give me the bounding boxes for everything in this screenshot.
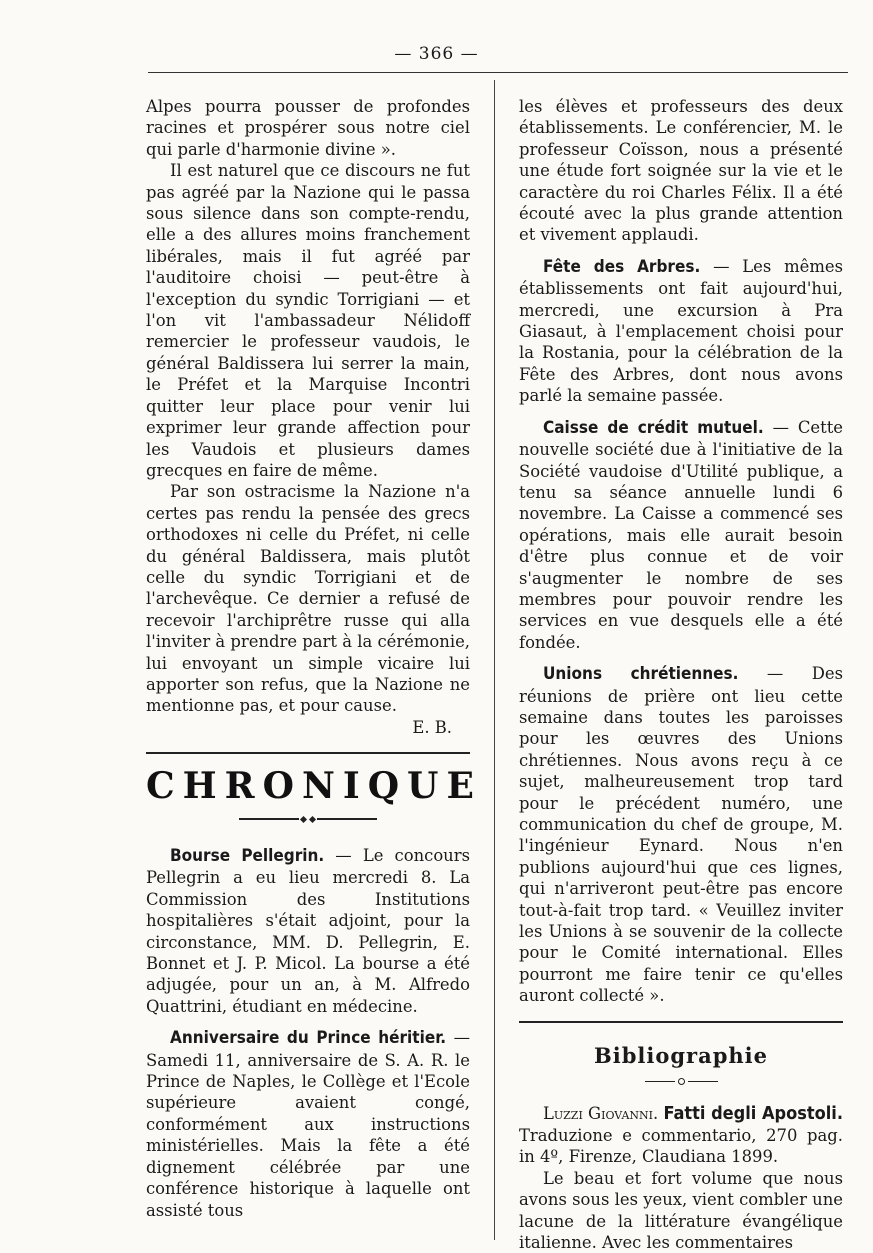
chronique-heading: CHRONIQUE xyxy=(146,765,482,808)
article-heading: Unions chrétiennes. xyxy=(543,664,739,685)
bibliographie-heading: Bibliographie xyxy=(593,1042,769,1068)
article-heading: Anniversaire du Prince héritier. xyxy=(170,1028,447,1049)
page-number: — 366 — xyxy=(394,44,479,64)
header-rule xyxy=(148,72,848,73)
book-publication: Traduzione e commentario, 270 pag. in 4º, Firenze, Claudiana 1899. xyxy=(519,1125,843,1167)
section-rule xyxy=(519,1021,843,1023)
left-column xyxy=(146,96,482,1221)
book-title: Fatti degli Apostoli. xyxy=(663,1103,843,1125)
article-body: — Le concours Pellegrin a eu lieu mercredi 8. La Commission des Institutions hospitalières s'était adjoint, pour la circonstance, MM. D. Pellegrin, E. Bonnet et J. P. Micol. La bourse a été adjugée, pour un an, à M. Alfredo Quattrini, étudiant en médecine. xyxy=(146,846,470,1016)
article-heading: Bourse Pellegrin. xyxy=(170,846,325,866)
ornament-divider xyxy=(519,1070,843,1091)
right-column xyxy=(519,96,843,1253)
ornament-divider xyxy=(146,808,470,829)
article-bourse-pellegrin xyxy=(146,845,470,1017)
paragraph-nazione-discourse: Il est naturel que ce discours ne fut pas agréé par la Nazione qui le passa sous silence dans son compte-rendu, elle a des allures moins franchement libérales, mais il fut agréé par l'auditoire choisi — peut-être à l'exception du syndic Torrigiani — et l'on vit l'ambassadeur Nélidoff remercier le professeur vaudois, le général Baldissera lui serrer la main, le Préfet et la Marquise Incontri quitter leur place pour venir lui exprimer leur grande affection pour les Vaudois et plusieurs dames grecques en faire de même. xyxy=(146,161,470,480)
paragraph-ostracism: Par son ostracisme la Nazione n'a certes pas rendu la pensée des grecs orthodoxes ni celle du Préfet, ni celle du général Baldissera, mais plutôt celle du syndic Torrigiani et de l'archevêque. Ce dernier a refusé de recevoir l'archiprêtre russe qui alla l'inviter à prendre part à la cérémonie, lui envoyant un simple vicaire lui apporter son refus, que la Nazione ne mentionne pas, et pour cause. xyxy=(146,482,470,716)
article-body: — Des réunions de prière ont lieu cette semaine dans toutes les paroisses pour les œuvres des Unions chrétiennes. Nous avons reçu à ce sujet, malheureusement trop tard pour le précédent numéro, une communication du chef de groupe, M. l'ingénieur Eynard. Nous n'en publions aujourd'hui que ces lignes, qui n'arriveront peut-être pas encore tout-à-fait trop tard. « Veuillez inviter les Unions à se souvenir de la collecte pour le Comité international. Elles pourront me faire tenir ce qu'elles auront collecté ». xyxy=(519,664,843,1006)
article-anniversaire xyxy=(146,1027,470,1221)
bibliography-entry xyxy=(519,1103,843,1167)
paragraph-continuation: les élèves et professeurs des deux établissements. Le conférencier, M. le professeur Coïsson, nous a présenté une étude fort soignée sur la vie et le caractère du roi Charles Félix. Il a été écouté avec la plus grande attention et vivement applaudi. xyxy=(519,97,843,245)
article-caisse-credit xyxy=(519,417,843,653)
paragraph-continuation: Alpes pourra pousser de profondes racines et prospérer sous notre ciel qui parle d'harmonie divine ». xyxy=(146,97,470,159)
bibliography-review: Le beau et fort volume que nous avons sous les yeux, vient combler une lacune de la littérature évangélique italienne. Avec les commentaires xyxy=(519,1168,843,1252)
column-divider xyxy=(494,80,495,1240)
article-fete-des-arbres xyxy=(519,256,843,407)
author-signature: E. B. xyxy=(412,717,452,737)
section-rule xyxy=(146,752,470,754)
article-unions-chretiennes xyxy=(519,663,843,1007)
article-heading: Fête des Arbres. xyxy=(543,256,701,277)
article-body: — Cette nouvelle société due à l'initiative de la Société vaudoise d'Utilité publique, a tenu sa séance annuelle lundi 6 novembre. La Caisse a commencé ses opérations, mais elle aurait besoin d'être plus connue et de voir s'augmenter le nombre de ses membres pour pouvoir rendre les services en vue desquels elle a été fondée. xyxy=(519,417,843,652)
article-body: — Samedi 11, anniversaire de S. A. R. le Prince de Naples, le Collège et l'Ecole supérieure avaient congé, conformément aux instructions ministérielles. Mais la fête a été dignement célébrée par une conférence historique à laquelle ont assisté tous xyxy=(146,1028,470,1220)
article-body: — Les mêmes établissements ont fait aujourd'hui, mercredi, une excursion à Pra Giasaut, à l'emplacement choisi pour la Rostania, pour la célébration de la Fête des Arbres, dont nous avons parlé la semaine passée. xyxy=(519,256,843,406)
article-heading: Caisse de crédit mutuel. xyxy=(543,417,764,438)
book-author: Luzzi Giovanni. xyxy=(543,1104,659,1124)
